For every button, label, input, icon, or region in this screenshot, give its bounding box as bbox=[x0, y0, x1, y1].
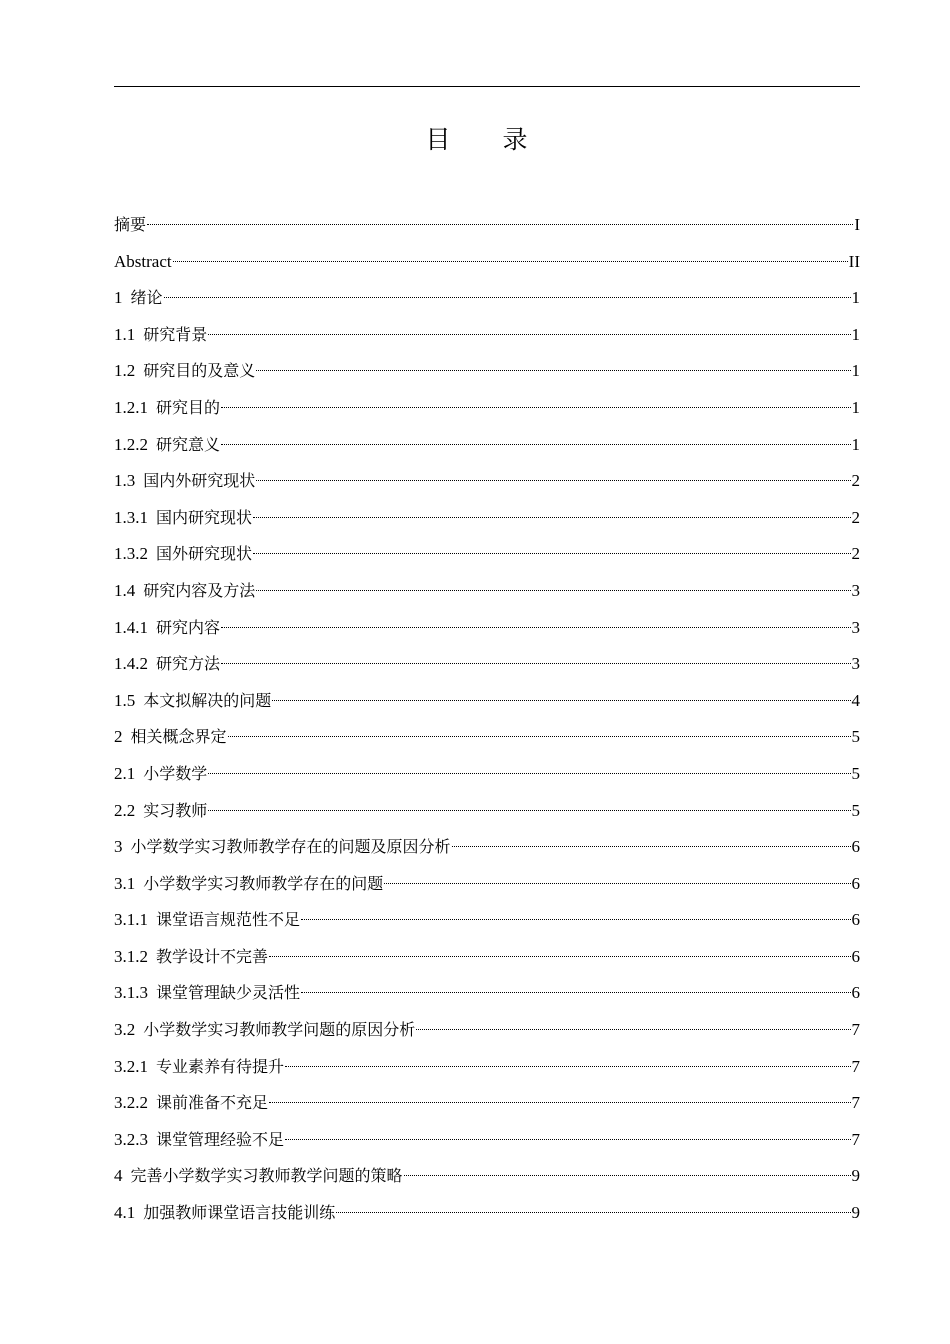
toc-entry-label bbox=[114, 1195, 335, 1232]
toc-entry-page-number: 2 bbox=[851, 544, 860, 564]
toc-entry-label bbox=[114, 719, 227, 756]
toc-entry-label bbox=[114, 573, 255, 610]
toc-entry-page-number: 7 bbox=[851, 1020, 860, 1040]
toc-entry-page-number: 3 bbox=[851, 617, 860, 637]
toc-entry-label bbox=[114, 756, 207, 793]
toc-entry-label bbox=[114, 683, 271, 720]
toc-entry-text: 小学数学实习教师教学存在的问题 bbox=[143, 873, 384, 893]
toc-dot-leader bbox=[147, 224, 853, 225]
toc-entry-page-number: 6 bbox=[851, 910, 860, 930]
page-title: 目 录 bbox=[425, 125, 550, 154]
toc-entry-label bbox=[114, 1158, 403, 1195]
toc-dot-leader bbox=[285, 1139, 850, 1140]
toc-entry-page-number: 3 bbox=[851, 580, 860, 600]
toc-entry-number: 1 bbox=[114, 288, 123, 308]
toc-entry-label bbox=[114, 207, 146, 244]
toc-dot-leader bbox=[272, 700, 850, 701]
toc-entry-page-number: 7 bbox=[851, 1093, 860, 1113]
toc-dot-leader bbox=[301, 992, 850, 993]
toc-entry-text: 本文拟解决的问题 bbox=[143, 690, 272, 710]
toc-entry-number: 3.1.1 bbox=[114, 910, 148, 930]
toc-entry[interactable] bbox=[114, 1158, 860, 1195]
toc-entry-number: 2.2 bbox=[114, 800, 136, 820]
toc-entry-number: 1.2.1 bbox=[114, 397, 148, 417]
toc-entry-label bbox=[114, 610, 220, 647]
toc-entry-number: 1.3.1 bbox=[114, 507, 148, 527]
toc-dot-leader bbox=[228, 736, 851, 737]
toc-entry[interactable] bbox=[114, 683, 860, 720]
toc-entry-label bbox=[114, 280, 163, 317]
toc-entry-label bbox=[114, 500, 252, 537]
toc-entry-label bbox=[114, 793, 207, 830]
toc-entry-text: 加强教师课堂语言技能训练 bbox=[143, 1203, 336, 1223]
toc-entry-page-number: 1 bbox=[851, 361, 860, 381]
toc-dot-leader bbox=[336, 1212, 850, 1213]
toc-entry-text: 专业素养有待提升 bbox=[156, 1056, 285, 1076]
toc-entry[interactable] bbox=[114, 500, 860, 537]
toc-entry[interactable] bbox=[114, 646, 860, 683]
toc-entry-text: 研究意义 bbox=[156, 434, 221, 454]
toc-entry[interactable] bbox=[114, 390, 860, 427]
toc-entry[interactable] bbox=[114, 756, 860, 793]
toc-dot-leader bbox=[173, 261, 848, 262]
toc-entry-number: 1.4.1 bbox=[114, 617, 148, 637]
toc-entry-number: 1.4.2 bbox=[114, 654, 148, 674]
toc-dot-leader bbox=[253, 517, 850, 518]
toc-dot-leader bbox=[164, 297, 851, 298]
toc-dot-leader bbox=[208, 773, 850, 774]
toc-entry-text: 绪论 bbox=[130, 288, 163, 308]
toc-entry-label bbox=[114, 902, 300, 939]
toc-entry-number: 4 bbox=[114, 1166, 123, 1186]
toc-entry-page-number: 6 bbox=[851, 837, 860, 857]
toc-entry[interactable] bbox=[114, 610, 860, 647]
toc-entry[interactable] bbox=[114, 353, 860, 390]
toc-entry[interactable] bbox=[114, 719, 860, 756]
toc-dot-leader bbox=[452, 846, 851, 847]
toc-entry-text: 课堂语言规范性不足 bbox=[156, 910, 301, 930]
toc-entry-page-number: 3 bbox=[851, 654, 860, 674]
toc-entry-number: 3.1.3 bbox=[114, 983, 148, 1003]
toc-dot-leader bbox=[256, 370, 850, 371]
toc-dot-leader bbox=[404, 1175, 851, 1176]
toc-entry[interactable] bbox=[114, 1085, 860, 1122]
toc-entry[interactable] bbox=[114, 939, 860, 976]
toc-entry-text: Abstract bbox=[114, 251, 172, 271]
toc-dot-leader bbox=[221, 444, 850, 445]
toc-entry-text: 国内外研究现状 bbox=[143, 471, 256, 491]
toc-dot-leader bbox=[221, 407, 850, 408]
toc-dot-leader bbox=[253, 553, 850, 554]
toc-entry[interactable] bbox=[114, 317, 860, 354]
toc-entry-number: 3.1.2 bbox=[114, 946, 148, 966]
toc-entry-number: 1.3 bbox=[114, 471, 136, 491]
toc-entry-number: 3.2.1 bbox=[114, 1056, 148, 1076]
toc-entry-label bbox=[114, 536, 252, 573]
toc-entry[interactable] bbox=[114, 280, 860, 317]
toc-entry-page-number: 2 bbox=[851, 507, 860, 527]
toc-entry-label bbox=[114, 427, 220, 464]
toc-entry-label bbox=[114, 646, 220, 683]
toc-entry-number: 2 bbox=[114, 727, 123, 747]
header-rule bbox=[114, 86, 860, 87]
toc-entry-label bbox=[114, 866, 383, 903]
toc-entry-page-number: 1 bbox=[851, 288, 860, 308]
toc-entry[interactable] bbox=[114, 207, 860, 244]
toc-entry-text: 课堂管理缺少灵活性 bbox=[156, 983, 301, 1003]
toc-entry-page-number: 5 bbox=[851, 800, 860, 820]
toc-entry-number: 2.1 bbox=[114, 763, 136, 783]
toc-dot-leader bbox=[416, 1029, 850, 1030]
toc-entry-number: 1.4 bbox=[114, 580, 136, 600]
toc-entry-number: 3 bbox=[114, 837, 123, 857]
toc-dot-leader bbox=[269, 956, 850, 957]
toc-entry-number: 1.2 bbox=[114, 361, 136, 381]
toc-entry-page-number: 7 bbox=[851, 1129, 860, 1149]
toc-entry-text: 研究目的及意义 bbox=[143, 361, 256, 381]
toc-entry-label bbox=[114, 353, 255, 390]
toc-entry-page-number: 9 bbox=[851, 1203, 860, 1223]
toc-entry-label bbox=[114, 317, 207, 354]
toc-entry-number: 1.5 bbox=[114, 690, 136, 710]
toc-entry-text: 完善小学数学实习教师教学问题的策略 bbox=[130, 1166, 403, 1186]
toc-entry-page-number: 6 bbox=[851, 983, 860, 1003]
toc-dot-leader bbox=[285, 1066, 850, 1067]
toc-entry-number: 3.2.2 bbox=[114, 1093, 148, 1113]
toc-dot-leader bbox=[221, 663, 850, 664]
toc-entry-page-number: 6 bbox=[851, 873, 860, 893]
toc-entry[interactable] bbox=[114, 829, 860, 866]
toc-dot-leader bbox=[301, 919, 850, 920]
toc-entry-page-number: 5 bbox=[851, 727, 860, 747]
toc-dot-leader bbox=[384, 883, 850, 884]
toc-entry-label bbox=[114, 390, 220, 427]
toc-dot-leader bbox=[208, 810, 850, 811]
toc-entry-text: 研究背景 bbox=[143, 324, 208, 344]
toc-entry-text: 课堂管理经验不足 bbox=[156, 1129, 285, 1149]
toc-entry[interactable] bbox=[114, 573, 860, 610]
toc-entry[interactable] bbox=[114, 1122, 860, 1159]
toc-entry-label bbox=[114, 975, 300, 1012]
toc-entry[interactable] bbox=[114, 866, 860, 903]
toc-entry-label bbox=[114, 939, 268, 976]
toc-entry[interactable] bbox=[114, 793, 860, 830]
toc-entry-label bbox=[114, 1085, 268, 1122]
toc-entry-text: 国外研究现状 bbox=[156, 544, 253, 564]
toc-entry-text: 国内研究现状 bbox=[156, 507, 253, 527]
toc-entry-text: 课前准备不充足 bbox=[156, 1093, 269, 1113]
toc-entry-page-number: II bbox=[848, 251, 860, 271]
toc-entry[interactable] bbox=[114, 975, 860, 1012]
toc-entry-text: 小学数学 bbox=[143, 763, 208, 783]
toc-entry-label bbox=[114, 244, 172, 281]
toc-entry-number: 1.1 bbox=[114, 324, 136, 344]
toc-entry[interactable] bbox=[114, 1012, 860, 1049]
toc-entry-page-number: 6 bbox=[851, 946, 860, 966]
toc-dot-leader bbox=[221, 627, 850, 628]
toc-entry-label bbox=[114, 463, 255, 500]
toc-entry-label bbox=[114, 1012, 415, 1049]
toc-entry-text: 研究方法 bbox=[156, 654, 221, 674]
toc-entry-number: 3.2 bbox=[114, 1020, 136, 1040]
toc-entry[interactable] bbox=[114, 1049, 860, 1086]
toc-entry[interactable] bbox=[114, 244, 860, 281]
toc-entry-text: 摘要 bbox=[114, 215, 147, 234]
toc-entry-page-number: 4 bbox=[851, 690, 860, 710]
toc-entry-text: 小学数学实习教师教学问题的原因分析 bbox=[143, 1020, 416, 1040]
toc-entry-label bbox=[114, 829, 451, 866]
toc-entry-page-number: I bbox=[854, 215, 860, 234]
toc-entry-text: 研究目的 bbox=[156, 397, 221, 417]
toc-entry-label bbox=[114, 1049, 284, 1086]
toc-dot-leader bbox=[208, 334, 850, 335]
toc-dot-leader bbox=[269, 1102, 850, 1103]
toc-entry[interactable] bbox=[114, 902, 860, 939]
toc-entry-page-number: 1 bbox=[851, 434, 860, 454]
toc-entry-number: 3.2.3 bbox=[114, 1129, 148, 1149]
toc-entry-page-number: 5 bbox=[851, 763, 860, 783]
toc-entry-page-number: 1 bbox=[851, 324, 860, 344]
toc-entry-page-number: 2 bbox=[851, 471, 860, 491]
toc-entry-page-number: 9 bbox=[851, 1166, 860, 1186]
toc-entry-page-number: 1 bbox=[851, 397, 860, 417]
toc-entry-text: 实习教师 bbox=[143, 800, 208, 820]
toc-list bbox=[114, 207, 860, 1232]
toc-entry[interactable] bbox=[114, 536, 860, 573]
toc-entry-page-number: 7 bbox=[851, 1056, 860, 1076]
toc-entry-text: 教学设计不完善 bbox=[156, 946, 269, 966]
toc-entry[interactable] bbox=[114, 427, 860, 464]
toc-entry[interactable] bbox=[114, 463, 860, 500]
toc-entry-number: 3.1 bbox=[114, 873, 136, 893]
toc-entry-number: 1.2.2 bbox=[114, 434, 148, 454]
toc-entry-text: 研究内容及方法 bbox=[143, 580, 256, 600]
toc-dot-leader bbox=[256, 590, 850, 591]
toc-entry[interactable] bbox=[114, 1195, 860, 1232]
toc-entry-label bbox=[114, 1122, 284, 1159]
toc-entry-text: 研究内容 bbox=[156, 617, 221, 637]
toc-entry-text: 相关概念界定 bbox=[130, 727, 227, 747]
toc-dot-leader bbox=[256, 480, 850, 481]
toc-entry-number: 1.3.2 bbox=[114, 544, 148, 564]
toc-entry-number: 4.1 bbox=[114, 1203, 136, 1223]
toc-entry-text: 小学数学实习教师教学存在的问题及原因分析 bbox=[130, 837, 451, 857]
